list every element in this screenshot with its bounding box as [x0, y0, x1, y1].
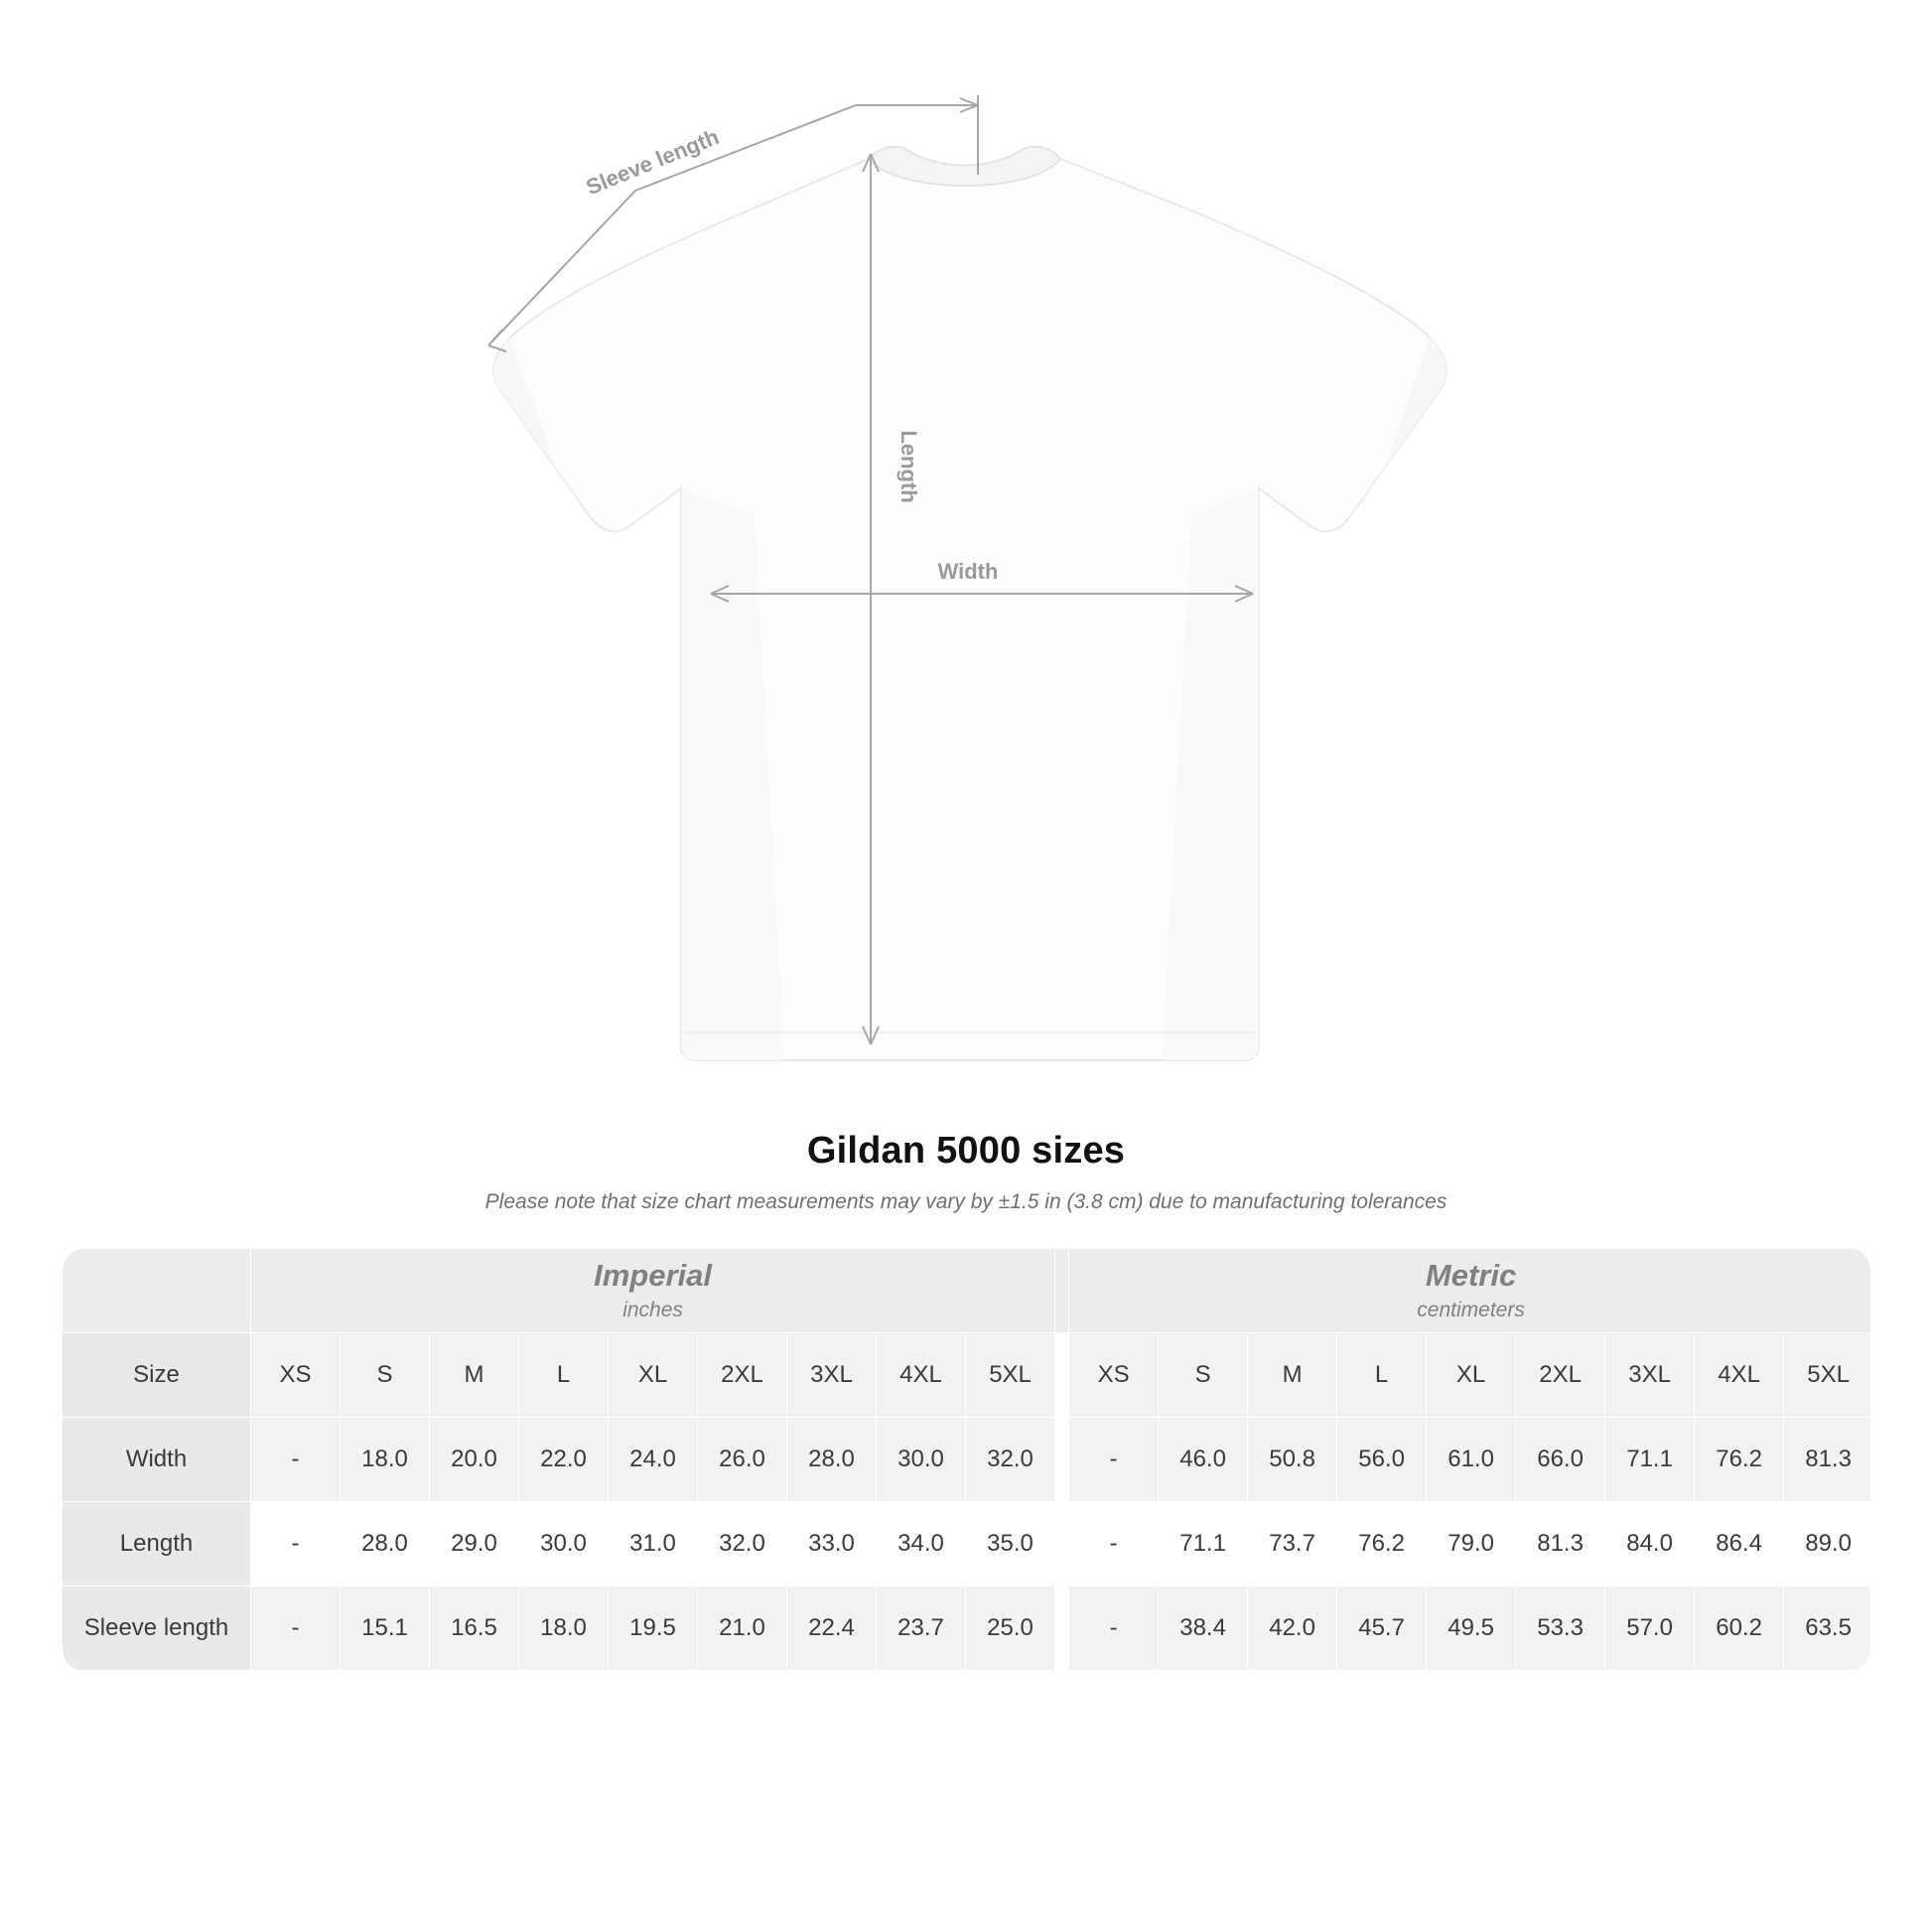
cell-width-metric-m: 50.8	[1248, 1418, 1337, 1502]
row-label-width: Width	[63, 1418, 251, 1502]
cell-width-imperial-5xl: 32.0	[966, 1418, 1055, 1502]
cell-width-imperial-l: 22.0	[519, 1418, 609, 1502]
cell-length-metric-m: 73.7	[1248, 1502, 1337, 1587]
cell-sleeve-imperial-3xl: 22.4	[787, 1587, 877, 1671]
unit-header-imperial	[251, 1249, 1055, 1333]
cell-sleeve-imperial-m: 16.5	[430, 1587, 519, 1671]
cell-length-metric-2xl: 81.3	[1516, 1502, 1605, 1587]
cell-sleeve-metric-5xl: 63.5	[1784, 1587, 1870, 1671]
cell-sleeve-imperial-4xl: 23.7	[877, 1587, 966, 1671]
cell-length-imperial-xs: -	[251, 1502, 341, 1587]
cell-width-imperial-3xl: 28.0	[787, 1418, 877, 1502]
cell-length-imperial-3xl: 33.0	[787, 1502, 877, 1587]
cell-sleeve-metric-l: 45.7	[1337, 1587, 1427, 1671]
cell-width-metric-2xl: 66.0	[1516, 1418, 1605, 1502]
cell-length-metric-l: 76.2	[1337, 1502, 1427, 1587]
size-col-imperial-l: L	[519, 1333, 609, 1418]
size-col-metric-5xl: 5XL	[1784, 1333, 1870, 1418]
unit-header-row	[63, 1249, 1871, 1333]
cell-width-metric-xl: 61.0	[1427, 1418, 1516, 1502]
cell-sleeve-imperial-2xl: 21.0	[698, 1587, 787, 1671]
table-row	[63, 1502, 1871, 1587]
cell-length-imperial-xl: 31.0	[609, 1502, 698, 1587]
width-label: Width	[937, 559, 999, 584]
cell-width-imperial-xl: 24.0	[609, 1418, 698, 1502]
size-col-metric-l: L	[1337, 1333, 1427, 1418]
cell-width-metric-xs: -	[1069, 1418, 1159, 1502]
cell-length-metric-4xl: 86.4	[1695, 1502, 1784, 1587]
unit-header-metric	[1069, 1249, 1870, 1333]
unit-sub-imperial: inches	[622, 1298, 683, 1321]
table-row	[63, 1418, 1871, 1502]
unit-header-corner	[63, 1249, 251, 1333]
title-block	[0, 1130, 1932, 1214]
size-col-imperial-5xl: 5XL	[966, 1333, 1055, 1418]
cell-width-imperial-2xl: 26.0	[698, 1418, 787, 1502]
cell-width-imperial-xs: -	[251, 1418, 341, 1502]
cell-width-imperial-s: 18.0	[341, 1418, 430, 1502]
cell-width-metric-4xl: 76.2	[1695, 1418, 1784, 1502]
cell-sleeve-imperial-xs: -	[251, 1587, 341, 1671]
cell-width-metric-s: 46.0	[1159, 1418, 1248, 1502]
unit-sub-metric: centimeters	[1417, 1298, 1525, 1321]
page-title: Gildan 5000 sizes	[806, 1130, 1126, 1172]
cell-length-imperial-5xl: 35.0	[966, 1502, 1055, 1587]
length-label: Length	[897, 430, 921, 503]
size-header-row	[63, 1333, 1871, 1418]
cell-sleeve-metric-m: 42.0	[1248, 1587, 1337, 1671]
row-label-sleeve-length: Sleeve length	[63, 1587, 251, 1671]
cell-width-metric-5xl: 81.3	[1784, 1418, 1870, 1502]
cell-width-imperial-m: 20.0	[430, 1418, 519, 1502]
size-col-imperial-4xl: 4XL	[877, 1333, 966, 1418]
table-row	[63, 1587, 1871, 1671]
size-col-imperial-xl: XL	[609, 1333, 698, 1418]
size-table-wrapper	[62, 1248, 1870, 1671]
cell-sleeve-metric-3xl: 57.0	[1605, 1587, 1695, 1671]
cell-sleeve-metric-xl: 49.5	[1427, 1587, 1516, 1671]
row-label-length: Length	[63, 1502, 251, 1587]
cell-length-imperial-m: 29.0	[430, 1502, 519, 1587]
cell-width-metric-3xl: 71.1	[1605, 1418, 1695, 1502]
cell-sleeve-metric-2xl: 53.3	[1516, 1587, 1605, 1671]
cell-sleeve-metric-s: 38.4	[1159, 1587, 1248, 1671]
cell-length-metric-xs: -	[1069, 1502, 1159, 1587]
cell-sleeve-imperial-xl: 19.5	[609, 1587, 698, 1671]
cell-sleeve-metric-4xl: 60.2	[1695, 1587, 1784, 1671]
size-table	[62, 1248, 1870, 1671]
table-gap-column	[1055, 1333, 1069, 1418]
tolerance-note: Please note that size chart measurements may vary by ±1.5 in (3.8 cm) due to manufacturing tolerances	[484, 1190, 1448, 1213]
cell-length-imperial-l: 30.0	[519, 1502, 609, 1587]
cell-length-metric-s: 71.1	[1159, 1502, 1248, 1587]
size-col-imperial-3xl: 3XL	[787, 1333, 877, 1418]
table-gap-column	[1055, 1418, 1069, 1502]
size-col-metric-m: M	[1248, 1333, 1337, 1418]
size-col-metric-2xl: 2XL	[1516, 1333, 1605, 1418]
cell-length-metric-xl: 79.0	[1427, 1502, 1516, 1587]
tshirt-graphic	[493, 147, 1447, 1060]
cell-width-imperial-4xl: 30.0	[877, 1418, 966, 1502]
size-col-imperial-2xl: 2XL	[698, 1333, 787, 1418]
cell-length-imperial-2xl: 32.0	[698, 1502, 787, 1587]
cell-length-imperial-4xl: 34.0	[877, 1502, 966, 1587]
cell-sleeve-metric-xs: -	[1069, 1587, 1159, 1671]
unit-name-metric: Metric	[1425, 1257, 1517, 1293]
cell-width-metric-l: 56.0	[1337, 1418, 1427, 1502]
cell-sleeve-imperial-s: 15.1	[341, 1587, 430, 1671]
cell-sleeve-imperial-5xl: 25.0	[966, 1587, 1055, 1671]
size-col-metric-4xl: 4XL	[1695, 1333, 1784, 1418]
unit-name-imperial: Imperial	[594, 1257, 712, 1293]
table-gap-column	[1055, 1502, 1069, 1587]
size-col-metric-s: S	[1159, 1333, 1248, 1418]
size-header-label: Size	[63, 1333, 251, 1418]
size-col-imperial-xs: XS	[251, 1333, 341, 1418]
cell-length-imperial-s: 28.0	[341, 1502, 430, 1587]
cell-length-metric-5xl: 89.0	[1784, 1502, 1870, 1587]
size-col-metric-xs: XS	[1069, 1333, 1159, 1418]
cell-length-metric-3xl: 84.0	[1605, 1502, 1695, 1587]
size-col-metric-xl: XL	[1427, 1333, 1516, 1418]
size-col-imperial-s: S	[341, 1333, 430, 1418]
sleeve-length-label: Sleeve length	[582, 123, 723, 201]
table-gap-column	[1055, 1587, 1069, 1671]
cell-sleeve-imperial-l: 18.0	[519, 1587, 609, 1671]
unit-header-gap	[1055, 1249, 1069, 1333]
size-col-imperial-m: M	[430, 1333, 519, 1418]
size-col-metric-3xl: 3XL	[1605, 1333, 1695, 1418]
